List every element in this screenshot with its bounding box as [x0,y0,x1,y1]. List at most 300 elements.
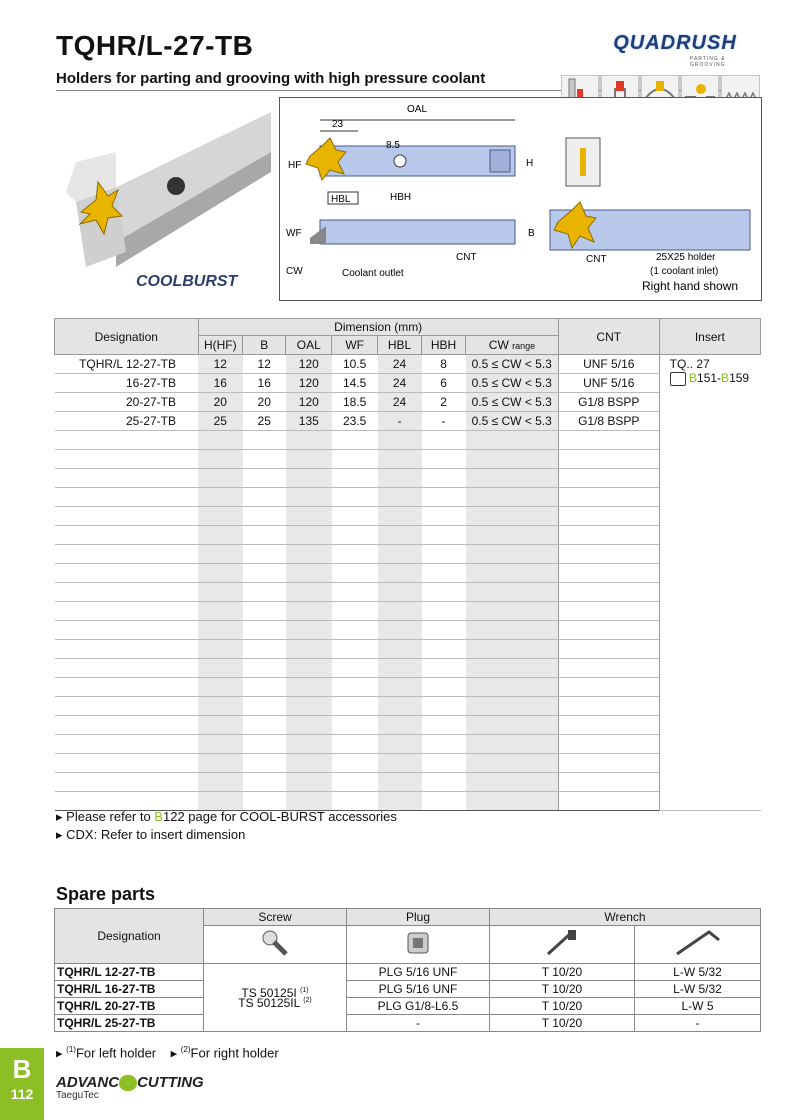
table-row [55,640,761,659]
cell-hbl [378,640,422,659]
cell-hbh: - [422,412,466,431]
col-oal: OAL [286,336,332,355]
dim-b: B [528,228,535,239]
footnote-2-marker: (2) [180,1045,191,1054]
l-wrench-icon-cell [635,926,761,964]
logo-part-b: CUTTING [137,1074,204,1091]
cell-wf [332,583,378,602]
book-icon [670,372,686,386]
cell-hbl [378,621,422,640]
cell-hbh [422,716,466,735]
cell-oal [286,602,332,621]
row-designation [55,450,199,469]
cell-cnt: G1/8 BSPP [558,393,659,412]
cell-b: 12 [243,355,286,374]
screw-b-sup: (2) [303,996,312,1004]
cell-oal [286,450,332,469]
dim-cw: CW [286,266,303,277]
cell-cw [466,431,559,450]
cell-cnt [558,640,659,659]
cell-hbh [422,469,466,488]
cell-b [243,602,286,621]
cell-hbl [378,697,422,716]
cell-h [198,564,243,583]
spare-parts-title: Spare parts [56,884,156,904]
cell-hbl [378,754,422,773]
row-designation [55,678,199,697]
cell-cw: 0.5 ≤ CW < 5.3 [466,412,559,431]
cell-b: 16 [243,374,286,393]
holder-size-label: 25X25 holder [656,252,716,263]
plug-icon [403,928,433,958]
cell-cnt [558,602,659,621]
cell-hbh [422,450,466,469]
cell-b [243,564,286,583]
screw-icon-cell [204,926,347,964]
cell-oal [286,678,332,697]
note-cdx [56,827,245,843]
col-b: B [243,336,286,355]
screw-cell [204,964,347,1032]
cell-cnt [558,678,659,697]
advance-cutting-logo [56,1074,204,1101]
insert-ref-page-a: 151- [697,371,722,385]
footnote-1-marker: (1) [66,1045,76,1054]
cell-hbh [422,792,466,811]
cell-b [243,621,286,640]
screw-a: TS 50125I [241,985,297,1000]
cell-hbl [378,469,422,488]
cell-h [198,488,243,507]
spare-l-wrench: L-W 5/32 [635,964,761,981]
screw-a-sup: (1) [300,986,309,994]
table-row [55,659,761,678]
cell-h [198,469,243,488]
quadrush-logo-text: QUADRUSH [613,32,737,54]
row-designation [55,583,199,602]
cell-b [243,773,286,792]
cell-cnt [558,526,659,545]
cell-cnt [558,792,659,811]
cell-hbh [422,431,466,450]
cell-h [198,716,243,735]
cell-cnt [558,488,659,507]
page-title: TQHR/L-27-TB [56,30,254,61]
row-designation [55,621,199,640]
spare-col-screw: Screw [204,909,347,926]
cell-hbh [422,545,466,564]
col-dimension: Dimension (mm) [198,319,558,336]
note-text: CDX: Refer to insert dimension [66,827,246,842]
cell-hbh [422,621,466,640]
cell-h [198,697,243,716]
row-designation [55,697,199,716]
cell-hbl [378,583,422,602]
quadrush-logo [590,32,760,66]
cell-wf [332,735,378,754]
table-row [55,526,761,545]
cell-wf [332,469,378,488]
cell-hbl: 24 [378,374,422,393]
cell-cnt [558,545,659,564]
cell-wf: 18.5 [332,393,378,412]
cnt-label-right: CNT [586,254,607,265]
spare-plug: PLG 5/16 UNF [347,981,490,998]
cell-wf [332,640,378,659]
dim-oal: OAL [407,104,428,115]
row-designation [55,488,199,507]
cell-cw: 0.5 ≤ CW < 5.3 [466,393,559,412]
col-wf: WF [332,336,378,355]
cell-oal [286,488,332,507]
spare-row [55,964,761,981]
coolant-inlet-label: (1 coolant inlet) [650,266,719,277]
cell-hbl [378,431,422,450]
cell-wf [332,488,378,507]
cell-oal [286,621,332,640]
cell-oal [286,583,332,602]
cell-oal [286,659,332,678]
insert-ref-letter-a: B [689,371,698,385]
screw-icon [260,928,290,958]
table-row [55,564,761,583]
cell-b [243,640,286,659]
cell-cw [466,602,559,621]
cell-cnt [558,735,659,754]
row-designation [55,735,199,754]
row-designation [55,526,199,545]
cell-hbh: 2 [422,393,466,412]
cell-wf: 23.5 [332,412,378,431]
dim-wf: WF [286,228,302,239]
col-h: H(HF) [198,336,243,355]
cell-hbh [422,583,466,602]
dim-hbl: HBL [331,194,351,205]
cell-b [243,697,286,716]
table-row [55,412,761,431]
row-designation [55,640,199,659]
screw-b: TS 50125IL [238,995,300,1010]
table-row [55,355,761,374]
quadrush-logo-tagline: PARTING & GROOVING [690,56,726,68]
col-cnt: CNT [558,319,659,355]
cell-cw [466,564,559,583]
cell-hbl [378,735,422,754]
cell-oal [286,792,332,811]
cell-wf [332,602,378,621]
cell-cw [466,792,559,811]
row-designation [55,754,199,773]
footnote-1: For left holder [75,1045,157,1061]
table-row [55,621,761,640]
logo-e-icon [119,1075,137,1091]
cell-cw [466,488,559,507]
cell-hbl [378,792,422,811]
cell-b [243,488,286,507]
cell-hbl [378,773,422,792]
spare-col-wrench: Wrench [490,909,761,926]
cell-h [198,773,243,792]
cell-oal: 120 [286,355,332,374]
cell-b [243,792,286,811]
spare-designation: TQHR/L 20-27-TB [55,998,204,1015]
cell-b [243,716,286,735]
cell-hbl [378,488,422,507]
cell-cw: 0.5 ≤ CW < 5.3 [466,355,559,374]
note-bullet-icon: ▸ [56,1045,63,1061]
cell-oal [286,431,332,450]
cell-h [198,754,243,773]
cell-hbh [422,564,466,583]
row-designation: 20-27-TB [55,393,199,412]
note-bullet-icon: ▸ [56,827,63,842]
insert-ref-page-b: 159 [729,371,750,385]
cell-b [243,735,286,754]
note-bullet-icon: ▸ [56,809,63,824]
table-row [55,754,761,773]
cell-oal [286,526,332,545]
cell-hbh [422,526,466,545]
row-designation [55,773,199,792]
cell-h [198,583,243,602]
cell-b [243,678,286,697]
cell-h [198,545,243,564]
cell-h [198,792,243,811]
page-number: 112 [10,1086,34,1102]
cell-hbh [422,488,466,507]
cell-cnt: UNF 5/16 [558,355,659,374]
row-designation [55,469,199,488]
cell-h [198,602,243,621]
cell-hbl: - [378,412,422,431]
section-tab [0,1048,44,1120]
cell-hbh [422,640,466,659]
spare-l-wrench: L-W 5/32 [635,981,761,998]
row-designation [55,545,199,564]
row-designation [55,659,199,678]
cell-h: 16 [198,374,243,393]
spare-row [55,981,761,998]
cell-wf [332,754,378,773]
row-designation [55,564,199,583]
spare-plug: - [347,1015,490,1032]
cell-hbh [422,773,466,792]
cell-h [198,659,243,678]
cell-cw [466,678,559,697]
cell-b [243,507,286,526]
cell-wf [332,716,378,735]
cell-hbh [422,754,466,773]
cell-cw [466,773,559,792]
col-hbh: HBH [422,336,466,355]
row-designation [55,792,199,811]
page-ref-letter: B [154,809,163,824]
cnt-label-side: CNT [456,252,477,263]
cell-hbl: 24 [378,393,422,412]
spare-l-wrench: - [635,1015,761,1032]
spare-torx-wrench: T 10/20 [490,1015,635,1032]
cell-wf [332,431,378,450]
note-text-rest: 122 page for COOL-BURST accessories [162,809,397,824]
cell-cnt [558,659,659,678]
cell-cw [466,640,559,659]
col-insert: Insert [659,319,760,355]
cell-cnt: G1/8 BSPP [558,412,659,431]
page-subtitle: Holders for parting and grooving with high pressure coolant [56,70,486,87]
cell-h [198,526,243,545]
cell-oal [286,640,332,659]
table-row [55,735,761,754]
cell-wf [332,621,378,640]
cell-cw [466,450,559,469]
cell-oal [286,697,332,716]
cell-hbh [422,678,466,697]
col-cw-label: CW [488,338,509,352]
cell-h [198,450,243,469]
torx-wrench-icon-cell [490,926,635,964]
cell-hbl [378,507,422,526]
cell-wf [332,545,378,564]
cell-cnt [558,773,659,792]
cell-cnt: UNF 5/16 [558,374,659,393]
spare-torx-wrench: T 10/20 [490,998,635,1015]
cell-oal [286,545,332,564]
cell-b [243,469,286,488]
cell-cw: 0.5 ≤ CW < 5.3 [466,374,559,393]
cell-wf [332,526,378,545]
table-row [55,488,761,507]
insert-ref-letter-b: B [721,371,730,385]
cell-hbh: 8 [422,355,466,374]
col-cw-sub: range [512,341,536,351]
dim-23: 23 [332,119,344,130]
row-designation [55,507,199,526]
cell-h: 25 [198,412,243,431]
cell-cw [466,659,559,678]
cell-cnt [558,507,659,526]
cell-h [198,735,243,754]
cell-b [243,431,286,450]
cell-oal [286,716,332,735]
cell-b [243,545,286,564]
cell-hbh [422,659,466,678]
row-designation [55,431,199,450]
cell-cw [466,621,559,640]
insert-cell [659,355,760,811]
holder-dimension-table [54,318,761,811]
dim-hf: HF [288,160,302,171]
spare-col-designation: Designation [55,909,204,964]
cell-wf: 14.5 [332,374,378,393]
table-row [55,792,761,811]
cell-wf [332,792,378,811]
cell-oal: 120 [286,374,332,393]
spare-torx-wrench: T 10/20 [490,981,635,998]
spare-col-plug: Plug [347,909,490,926]
dim-8-5: 8.5 [386,140,400,151]
spare-designation: TQHR/L 16-27-TB [55,981,204,998]
cell-hbl [378,716,422,735]
cell-oal [286,735,332,754]
spare-row [55,1015,761,1032]
table-row [55,716,761,735]
cell-hbl [378,545,422,564]
table-row [55,393,761,412]
cell-cw [466,583,559,602]
footnote-2: For right holder [190,1045,279,1061]
cell-wf: 10.5 [332,355,378,374]
cell-b [243,659,286,678]
cell-wf [332,507,378,526]
cell-h: 12 [198,355,243,374]
cell-cnt [558,431,659,450]
cell-hbh [422,735,466,754]
cell-h [198,640,243,659]
table-row [55,431,761,450]
cell-b [243,450,286,469]
cell-cnt [558,564,659,583]
holder-product-image [56,92,276,302]
cell-hbl [378,678,422,697]
cell-hbh [422,697,466,716]
row-designation: 16-27-TB [55,374,199,393]
cell-b [243,754,286,773]
spare-parts-table [54,908,761,1032]
table-row [55,545,761,564]
table-row [55,697,761,716]
cell-cnt [558,583,659,602]
spare-l-wrench: L-W 5 [635,998,761,1015]
cell-hbh [422,507,466,526]
cell-wf [332,564,378,583]
coolburst-logo: COOLBURST [136,273,238,290]
table-row [55,374,761,393]
cell-oal: 120 [286,393,332,412]
cell-cw [466,469,559,488]
section-letter: B [12,1054,32,1084]
cell-cnt [558,621,659,640]
cell-cw [466,545,559,564]
cell-hbl [378,564,422,583]
dim-hbh: HBH [390,192,412,203]
col-cw [466,336,559,355]
table-row [55,450,761,469]
cell-h [198,431,243,450]
cell-hbl [378,526,422,545]
technical-drawing [279,97,762,301]
cell-oal [286,773,332,792]
note-coolburst [56,809,397,825]
col-designation: Designation [55,319,199,355]
cell-oal [286,564,332,583]
cell-hbh [422,602,466,621]
cell-cw [466,526,559,545]
cell-wf [332,773,378,792]
spare-plug: PLG 5/16 UNF [347,964,490,981]
cell-h [198,507,243,526]
insert-ref[interactable] [670,371,759,386]
cell-cnt [558,754,659,773]
table-row [55,469,761,488]
cell-cnt [558,469,659,488]
cell-h: 20 [198,393,243,412]
cell-cw [466,697,559,716]
table-row [55,678,761,697]
col-hbl: HBL [378,336,422,355]
table-row [55,773,761,792]
row-designation: 25-27-TB [55,412,199,431]
insert-name: TQ.. 27 [669,357,710,371]
